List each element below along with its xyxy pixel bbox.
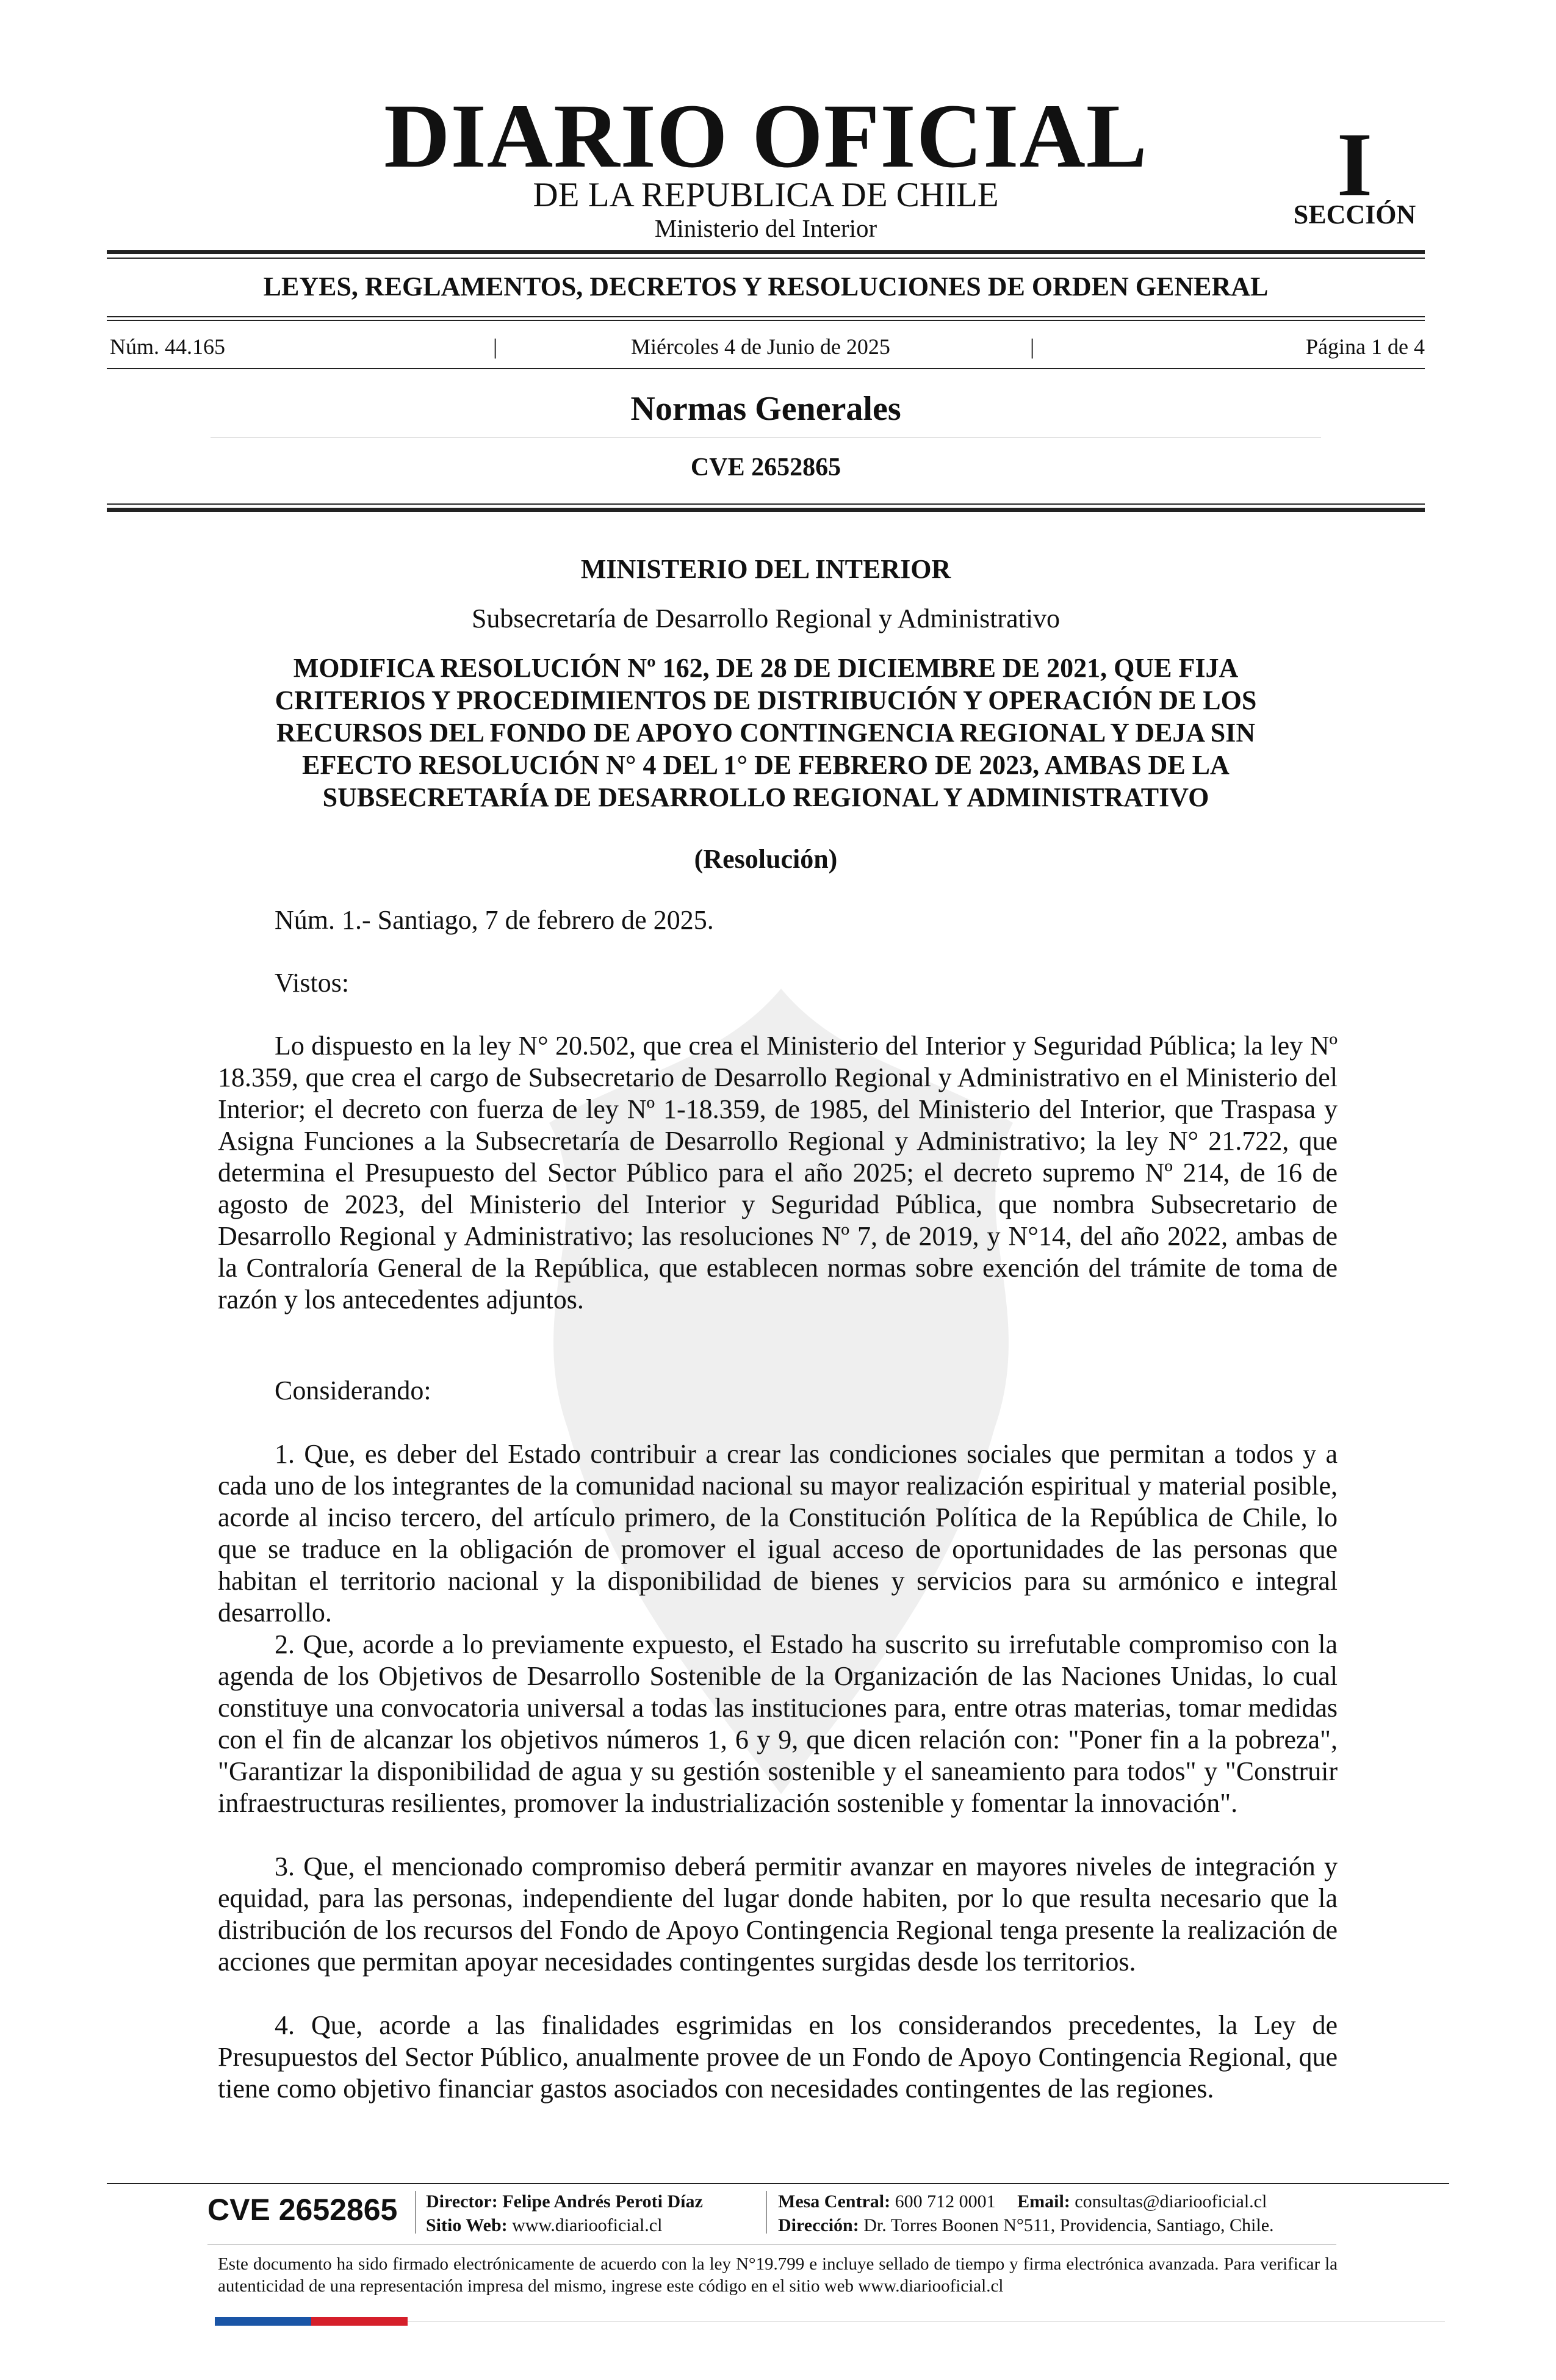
address-label: Dirección: <box>778 2215 859 2235</box>
footer-rule <box>107 2183 1449 2184</box>
email-label: Email: <box>1017 2191 1070 2212</box>
masthead-ministry: Ministerio del Interior <box>654 214 877 242</box>
footer-director <box>426 2190 703 2213</box>
flag-bar-red <box>311 2317 408 2326</box>
phone-number: 600 712 0001 <box>895 2191 996 2212</box>
document-type: (Resolución) <box>694 844 838 874</box>
footer-divider <box>415 2191 416 2234</box>
issuing-ministry: MINISTERIO DEL INTERIOR <box>580 554 951 584</box>
resolution-title-line: RECURSOS DEL FONDO DE APOYO CONTINGENCIA REGIONAL Y DEJA SIN <box>276 718 1256 748</box>
flag-bar-blue <box>215 2317 311 2326</box>
issue-number: Núm. 44.165 <box>110 334 225 359</box>
issue-date: Miércoles 4 de Junio de 2025 <box>631 334 890 359</box>
web-label: Sitio Web: <box>426 2215 508 2235</box>
meta-separator: | <box>493 334 498 359</box>
footer-legal-note: Este documento ha sido firmado electrónicamente de acuerdo con la ley N°19.799 e incluye sellado de tiempo y firma electrónica avanzada. Para verificar la autenticidad de una representación impresa del mismo, ingrese este código en el sitio web www.diariooficial.cl <box>218 2254 1338 2296</box>
director-label: Director: <box>426 2191 498 2212</box>
category-rule-bottom <box>107 320 1425 321</box>
footer-website <box>426 2213 662 2237</box>
email-link[interactable]: consultas@diariooficial.cl <box>1075 2191 1267 2212</box>
considerando-3: 3. Que, el mencionado compromiso deberá permitir avanzar en mayores niveles de integración y equidad, para las personas, independiente del lugar donde habiten, por lo que resulta necesario que la distribución de los recursos del Fondo de Apoyo Contingencia Regional tenga presente la realización de acciones que permitan apoyar necesidades contingentes surgidas desde los territorios. <box>218 1852 1338 1977</box>
undersecretariat: Subsecretaría de Desarrollo Regional y Administrativo <box>471 604 1061 633</box>
address-text: Dr. Torres Boonen N°511, Providencia, Santiago, Chile. <box>863 2215 1274 2235</box>
phone-label: Mesa Central: <box>778 2191 891 2212</box>
considerando-4: 4. Que, acorde a las finalidades esgrimidas en los considerandos precedentes, la Ley de Presupuestos del Sector Público, anualmente provee de un Fondo de Apoyo Contingencia Regional, que tiene como objetivo financiar gastos asociados con necesidades contingentes de las regiones. <box>218 2010 1338 2104</box>
category-heading: LEYES, REGLAMENTOS, DECRETOS Y RESOLUCIONES DE ORDEN GENERAL <box>263 272 1269 301</box>
vistos-label: Vistos: <box>275 968 350 998</box>
footer-cve: CVE 2652865 <box>207 2193 398 2227</box>
page-indicator: Página 1 de 4 <box>1306 334 1425 359</box>
considerando-label: Considerando: <box>275 1376 431 1405</box>
resolution-title <box>220 652 1312 813</box>
header-rule-thin <box>107 258 1425 259</box>
cve-code: CVE 2652865 <box>690 453 841 481</box>
resolution-number-date: Núm. 1.- Santiago, 7 de febrero de 2025. <box>275 905 714 935</box>
footer-address <box>778 2213 1274 2237</box>
masthead-title: DIARIO OFICIAL <box>384 85 1148 187</box>
meta-rule <box>107 368 1425 369</box>
resolution-title-line: SUBSECRETARÍA DE DESARROLLO REGIONAL Y ADMINISTRATIVO <box>322 782 1209 812</box>
section-label: SECCIÓN <box>1293 200 1416 229</box>
considerando-2: 2. Que, acorde a lo previamente expuesto, el Estado ha suscrito su irrefutable compromiso con la agenda de los Objetivos de Desarrollo Sostenible de la Organización de las Naciones Unidas, lo cual constituye una convocatoria universal a todas las instituciones para, entre otras materias, tomar medidas con el fin de alcanzar los objetivos números 1, 6 y 9, que dicen relación con: "Poner fin a la pobreza", "Garantizar la disponibilidad de agua y su gestión sostenible y el saneamiento para todos" y "Construir infraestructuras resilientes, promover la industrialización sostenible y fomentar la innovación". <box>218 1629 1338 1818</box>
cve-rule-thick <box>107 508 1425 512</box>
cve-rule-thin <box>107 503 1425 505</box>
resolution-title-line: CRITERIOS Y PROCEDIMIENTOS DE DISTRIBUCIÓN Y OPERACIÓN DE LOS <box>275 685 1257 715</box>
director-name: Felipe Andrés Peroti Díaz <box>502 2191 703 2212</box>
considerando-1: 1. Que, es deber del Estado contribuir a crear las condiciones sociales que permitan a todos y a cada uno de los integrantes de la comunidad nacional su mayor realización espiritual y material posible, acorde al inciso tercero, del artículo primero, de la Constitución Política de la República de Chile, lo que se traduce en la obligación de promover el igual acceso de oportunidades de las personas que habitan el territorio nacional y la disponibilidad de bienes y servicios para su armónico e integral desarrollo. <box>218 1439 1338 1628</box>
section-number: I <box>1336 114 1373 215</box>
resolution-title-line: MODIFICA RESOLUCIÓN Nº 162, DE 28 DE DICIEMBRE DE 2021, QUE FIJA <box>293 653 1239 683</box>
footer-contact <box>778 2190 1267 2213</box>
vistos-paragraph: Lo dispuesto en la ley N° 20.502, que crea el Ministerio del Interior y Seguridad Pública; la ley Nº 18.359, que crea el cargo de Subsecretario de Desarrollo Regional y Administrativo en el Ministerio del Interior; el decreto con fuerza de ley Nº 1-18.359, de 1985, del Ministerio del Interior, que Traspasa y Asigna Funciones a la Subsecretaría de Desarrollo Regional y Administrativo; la ley N° 21.722, que determina el Presupuesto del Sector Público para el año 2025; el decreto supremo Nº 214, de 16 de agosto de 2023, del Ministerio del Interior y Seguridad Pública, que nombra Subsecretario de Desarrollo Regional y Administrativo; las resoluciones Nº 7, de 2019, y N°14, del año 2022, ambas de la Contraloría General de la República, que establecen normas sobre exención del trámite de toma de razón y los antecedentes adjuntos. <box>218 1031 1338 1314</box>
category-rule-top <box>107 316 1425 317</box>
resolution-title-line: EFECTO RESOLUCIÓN N° 4 DEL 1° DE FEBRERO DE 2023, AMBAS DE LA <box>302 750 1230 780</box>
header-rule-thick <box>107 250 1425 254</box>
masthead-subtitle: DE LA REPUBLICA DE CHILE <box>533 176 999 214</box>
website-link[interactable]: www.diariooficial.cl <box>512 2215 663 2235</box>
meta-separator: | <box>1030 334 1035 359</box>
footer-divider <box>766 2191 767 2234</box>
section-heading: Normas Generales <box>630 390 901 428</box>
